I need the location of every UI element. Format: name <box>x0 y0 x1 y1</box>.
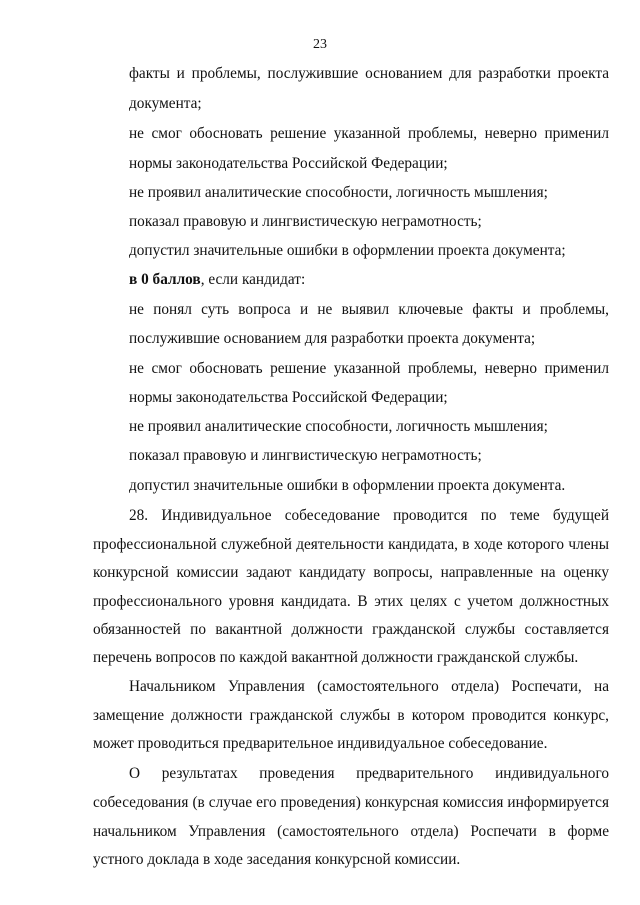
paragraph-28-line: профессионального уровня кандидата. В этих целях с учетом должностных <box>93 593 609 610</box>
paragraph-28-line: конкурсной комиссии задают кандидату вопросы, направленные на оценку <box>93 564 609 581</box>
paragraph-line: замещение должности гражданской службы в котором проводится конкурс, <box>93 707 609 724</box>
paragraph-line: устного доклада в ходе заседания конкурсной комиссии. <box>93 851 461 868</box>
paragraph-28-line: перечень вопросов по каждой вакантной должности гражданской службы. <box>93 649 579 666</box>
zero-points-heading <box>129 270 609 290</box>
text-line: показал правовую и лингвистическую неграмотность; <box>129 213 482 230</box>
zero-points-rest: , если кандидат: <box>200 271 306 288</box>
text-line: документа; <box>129 95 202 112</box>
paragraph-line: Начальником Управления (самостоятельного отдела) Роспечати, на <box>129 678 609 695</box>
paragraph-28-line: профессиональной служебной деятельности кандидата, в ходе которого члены <box>93 536 609 553</box>
paragraph-line: начальником Управления (самостоятельного отдела) Роспечати в форме <box>93 823 609 840</box>
text-line: факты и проблемы, послужившие основанием для разработки проекта <box>129 65 609 82</box>
paragraph-28-line: 28. Индивидуальное собеседование проводится по теме будущей <box>129 507 609 524</box>
paragraph-line: О результатах проведения предварительного индивидуального <box>129 765 609 782</box>
text-line: не понял суть вопроса и не выявил ключевые факты и проблемы, <box>129 301 609 318</box>
text-line: не смог обосновать решение указанной проблемы, неверно применил <box>129 360 609 377</box>
text-line: показал правовую и лингвистическую неграмотность; <box>129 447 482 464</box>
paragraph-line: собеседования (в случае его проведения) конкурсная комиссия информируется <box>93 794 609 811</box>
text-line: нормы законодательства Российской Федерации; <box>129 389 448 406</box>
zero-points-bold: в 0 баллов <box>129 271 201 288</box>
page-number: 23 <box>313 37 327 52</box>
text-line: нормы законодательства Российской Федерации; <box>129 155 448 172</box>
paragraph-line: может проводиться предварительное индивидуальное собеседование. <box>93 735 548 752</box>
text-line: допустил значительные ошибки в оформлении проекта документа. <box>129 477 566 494</box>
text-line: послужившие основанием для разработки проекта документа; <box>129 330 536 347</box>
text-line: допустил значительные ошибки в оформлении проекта документа; <box>129 242 566 259</box>
text-line: не смог обосновать решение указанной проблемы, неверно применил <box>129 125 609 142</box>
text-line: не проявил аналитические способности, логичность мышления; <box>129 418 548 435</box>
paragraph-28-line: обязанностей по вакантной должности гражданской службы составляется <box>93 621 609 638</box>
text-line: не проявил аналитические способности, логичность мышления; <box>129 184 548 201</box>
